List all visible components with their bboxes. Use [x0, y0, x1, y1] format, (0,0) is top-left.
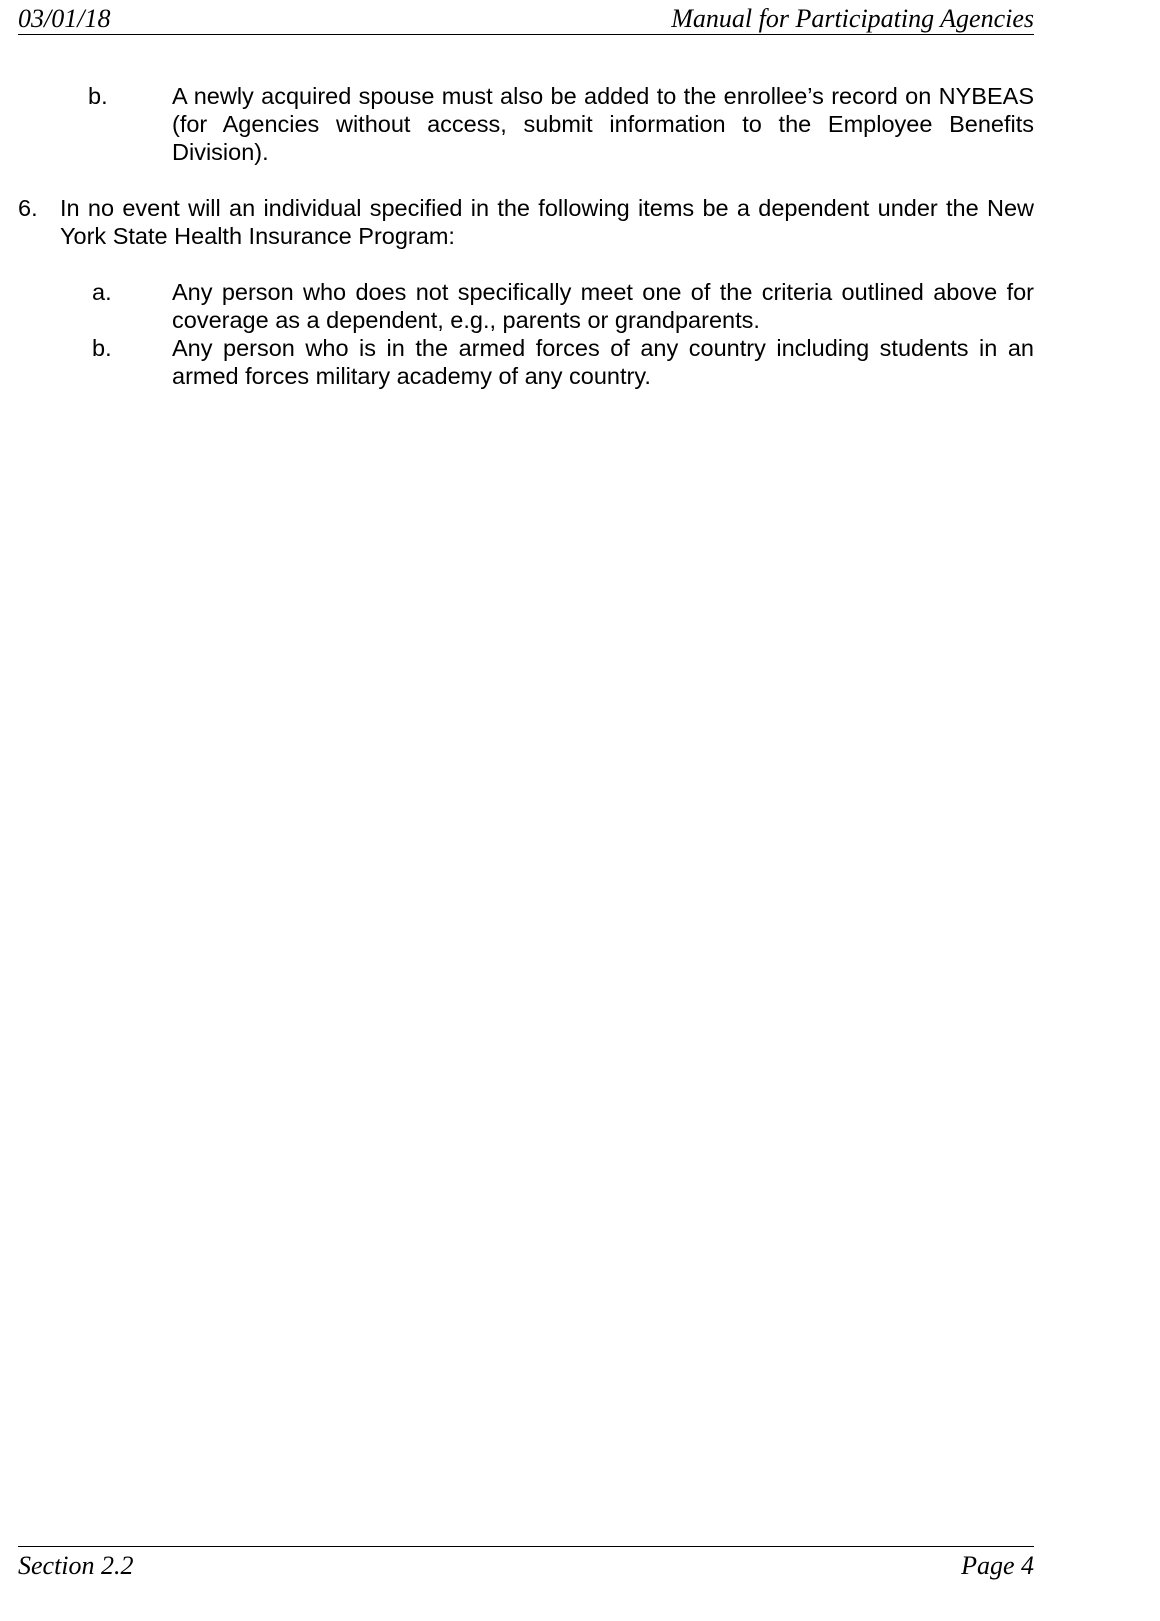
item-label-5b: b. [88, 83, 108, 109]
item-text-6b: Any person who is in the armed forces of any country including students in an armed forces military academy of any country. [172, 335, 1034, 389]
item-text-6: In no event will an individual specified in the following items be a dependent under the New York State Health Insurance Program: [60, 195, 1034, 249]
page-footer [18, 1546, 1034, 1581]
item-label-6a: a. [92, 279, 112, 305]
item-text-5b: A newly acquired spouse must also be added to the enrollee’s record on NYBEAS (for Agencies without access, submit information to the Employee Benefits Division). [172, 83, 1034, 165]
item-label-6b: b. [92, 335, 112, 361]
footer-page-number: Page 4 [961, 1551, 1034, 1580]
header-date: 03/01/18 [18, 4, 111, 33]
item-label-6: 6. [18, 195, 38, 221]
item-text-6a: Any person who does not specifically meet one of the criteria outlined above for coverage as a dependent, e.g., parents or grandparents. [172, 279, 1034, 333]
header-title: Manual for Participating Agencies [671, 4, 1034, 33]
page-header [18, 4, 1034, 35]
footer-section: Section 2.2 [18, 1551, 134, 1580]
